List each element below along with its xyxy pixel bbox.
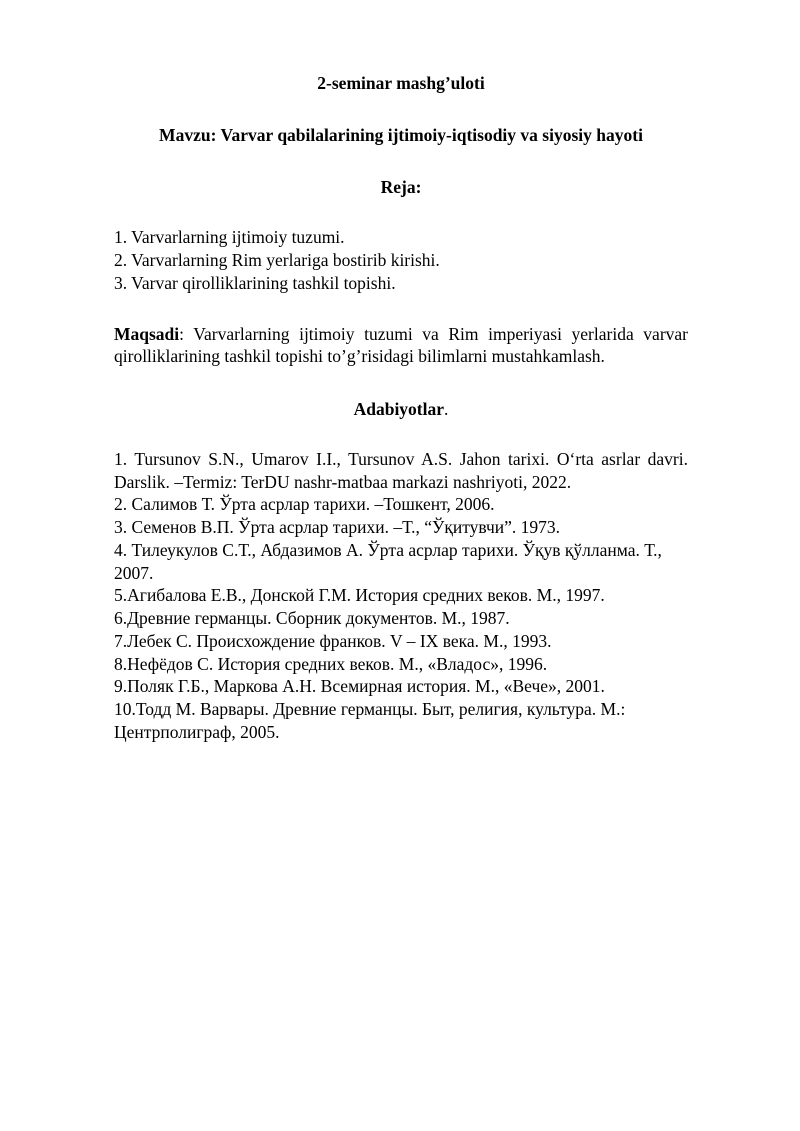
reference-item: 8.Нефёдов С. История средних веков. М., «Владос», 1996. — [114, 653, 548, 674]
goal-label: Maqsadi — [114, 323, 180, 344]
document-body — [114, 70, 688, 744]
goal-text: Varvarlarning ijtimoiy tuzumi va Rim imperiyasi yerlarida varvar qirolliklarining tashkil topishi to’g’risidagi bilimlarni mustahkamlash. — [114, 323, 688, 367]
subject-heading: Mavzu: Varvar qabilalarining ijtimoiy-iqtisodiy va siyosiy hayoti — [159, 124, 643, 145]
reference-item: 7.Лебек С. Происхождение франков. V – IX века. М., 1993. — [114, 630, 552, 651]
plan-list-item: 1. Varvarlarning ijtimoiy tuzumi. — [114, 227, 345, 248]
plan-list-item: 2. Varvarlarning Rim yerlariga bostirib kirishi. — [114, 250, 440, 270]
references-heading-suffix: . — [444, 399, 449, 419]
reference-item: 6.Древние германцы. Сборник документов. М., 1987. — [114, 608, 510, 628]
goal-separator: : — [179, 323, 185, 344]
goal-paragraph — [114, 323, 688, 369]
reference-item: 1. Tursunov S.N., Umarov I.I., Tursunov A.S. Jahon tarixi. Oʻrta asrlar davri. Darslik. –Termiz: TerDU nashr-matbaa markazi nashriyoti, 2022. — [114, 448, 688, 492]
references-list — [114, 448, 688, 744]
reference-item: 3. Семенов В.П. Ўрта асрлар тарихи. –Т., “Ўқитувчи”. 1973. — [114, 517, 561, 537]
page-title: 2-seminar mashg’uloti — [317, 73, 485, 93]
reference-item: 4. Тилеукулов С.Т., Абдазимов А. Ўрта асрлар тарихи. Ўқув қўлланма. Т., 2007. — [114, 539, 662, 583]
references-heading-label: Adabiyotlar — [353, 399, 445, 419]
reference-item: 5.Агибалова Е.В., Донской Г.М. История средних веков. М., 1997. — [114, 585, 605, 606]
plan-heading: Reja: — [380, 176, 422, 197]
reference-item: 9.Поляк Г.Б., Маркова А.Н. Всемирная история. М., «Вече», 2001. — [114, 676, 605, 697]
reference-item: 2. Салимов Т. Ўрта асрлар тарихи. –Тошкент, 2006. — [114, 494, 495, 515]
references-heading — [114, 398, 688, 421]
plan-list — [114, 226, 688, 294]
reference-item: 10.Тодд М. Варвары. Древние германцы. Быт, религия, культура. М.: Центрполиграф, 2005. — [114, 699, 626, 742]
plan-list-item: 3. Varvar qirolliklarining tashkil topishi. — [114, 272, 396, 293]
